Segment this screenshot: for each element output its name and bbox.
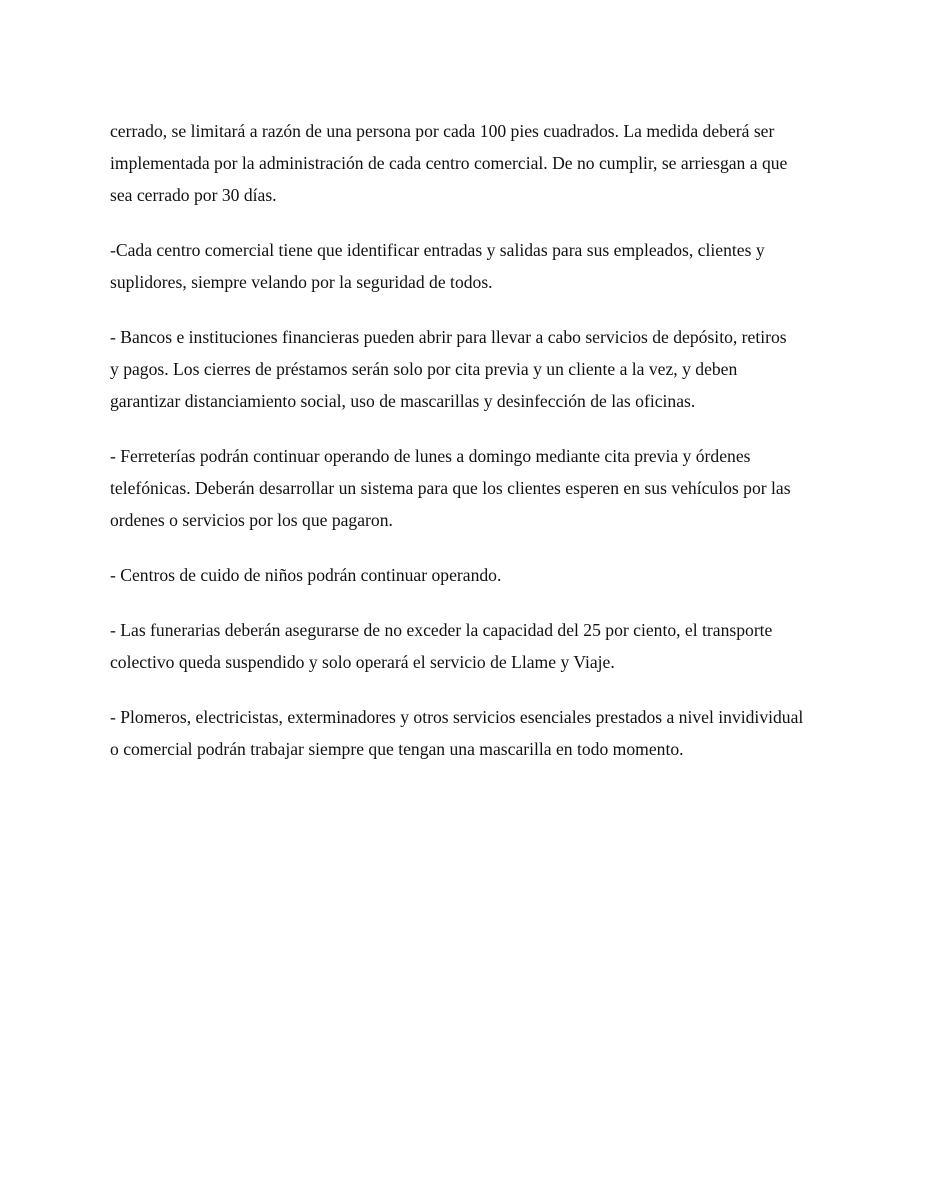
text-line: garantizar distanciamiento social, uso de mascarillas y desinfección de las oficinas. — [110, 391, 696, 411]
text-line: sea cerrado por 30 días. — [110, 185, 277, 205]
text-line: - Las funerarias deberán asegurarse de no exceder la capacidad del 25 por ciento, el transporte — [110, 620, 773, 640]
paragraph-mall-capacity — [110, 115, 826, 211]
document-body — [110, 115, 826, 788]
text-line: y pagos. Los cierres de préstamos serán solo por cita previa y un cliente a la vez, y deben — [110, 359, 738, 379]
paragraph-essential-services — [110, 701, 826, 765]
text-line: - Centros de cuido de niños podrán continuar operando. — [110, 565, 502, 585]
text-line: telefónicas. Deberán desarrollar un sistema para que los clientes esperen en sus vehículos por las — [110, 478, 791, 498]
text-line: - Plomeros, electricistas, exterminadores y otros servicios esenciales prestados a nivel invidividual — [110, 707, 804, 727]
text-line: ordenes o servicios por los que pagaron. — [110, 510, 393, 530]
paragraph-childcare — [110, 559, 826, 591]
paragraph-funerals-transport — [110, 614, 826, 678]
text-line: -Cada centro comercial tiene que identificar entradas y salidas para sus empleados, clientes y — [110, 240, 765, 260]
paragraph-banks — [110, 321, 826, 417]
text-line: colectivo queda suspendido y solo operará el servicio de Llame y Viaje. — [110, 652, 615, 672]
text-line: - Bancos e instituciones financieras pueden abrir para llevar a cabo servicios de depósito, retiros — [110, 327, 787, 347]
text-line: o comercial podrán trabajar siempre que tengan una mascarilla en todo momento. — [110, 739, 684, 759]
paragraph-mall-entrances — [110, 234, 826, 298]
text-line: - Ferreterías podrán continuar operando de lunes a domingo mediante cita previa y órdenes — [110, 446, 751, 466]
text-line: implementada por la administración de cada centro comercial. De no cumplir, se arriesgan a que — [110, 153, 788, 173]
text-line: suplidores, siempre velando por la seguridad de todos. — [110, 272, 493, 292]
text-line: cerrado, se limitará a razón de una persona por cada 100 pies cuadrados. La medida deberá ser — [110, 121, 775, 141]
paragraph-hardware-stores — [110, 440, 826, 536]
